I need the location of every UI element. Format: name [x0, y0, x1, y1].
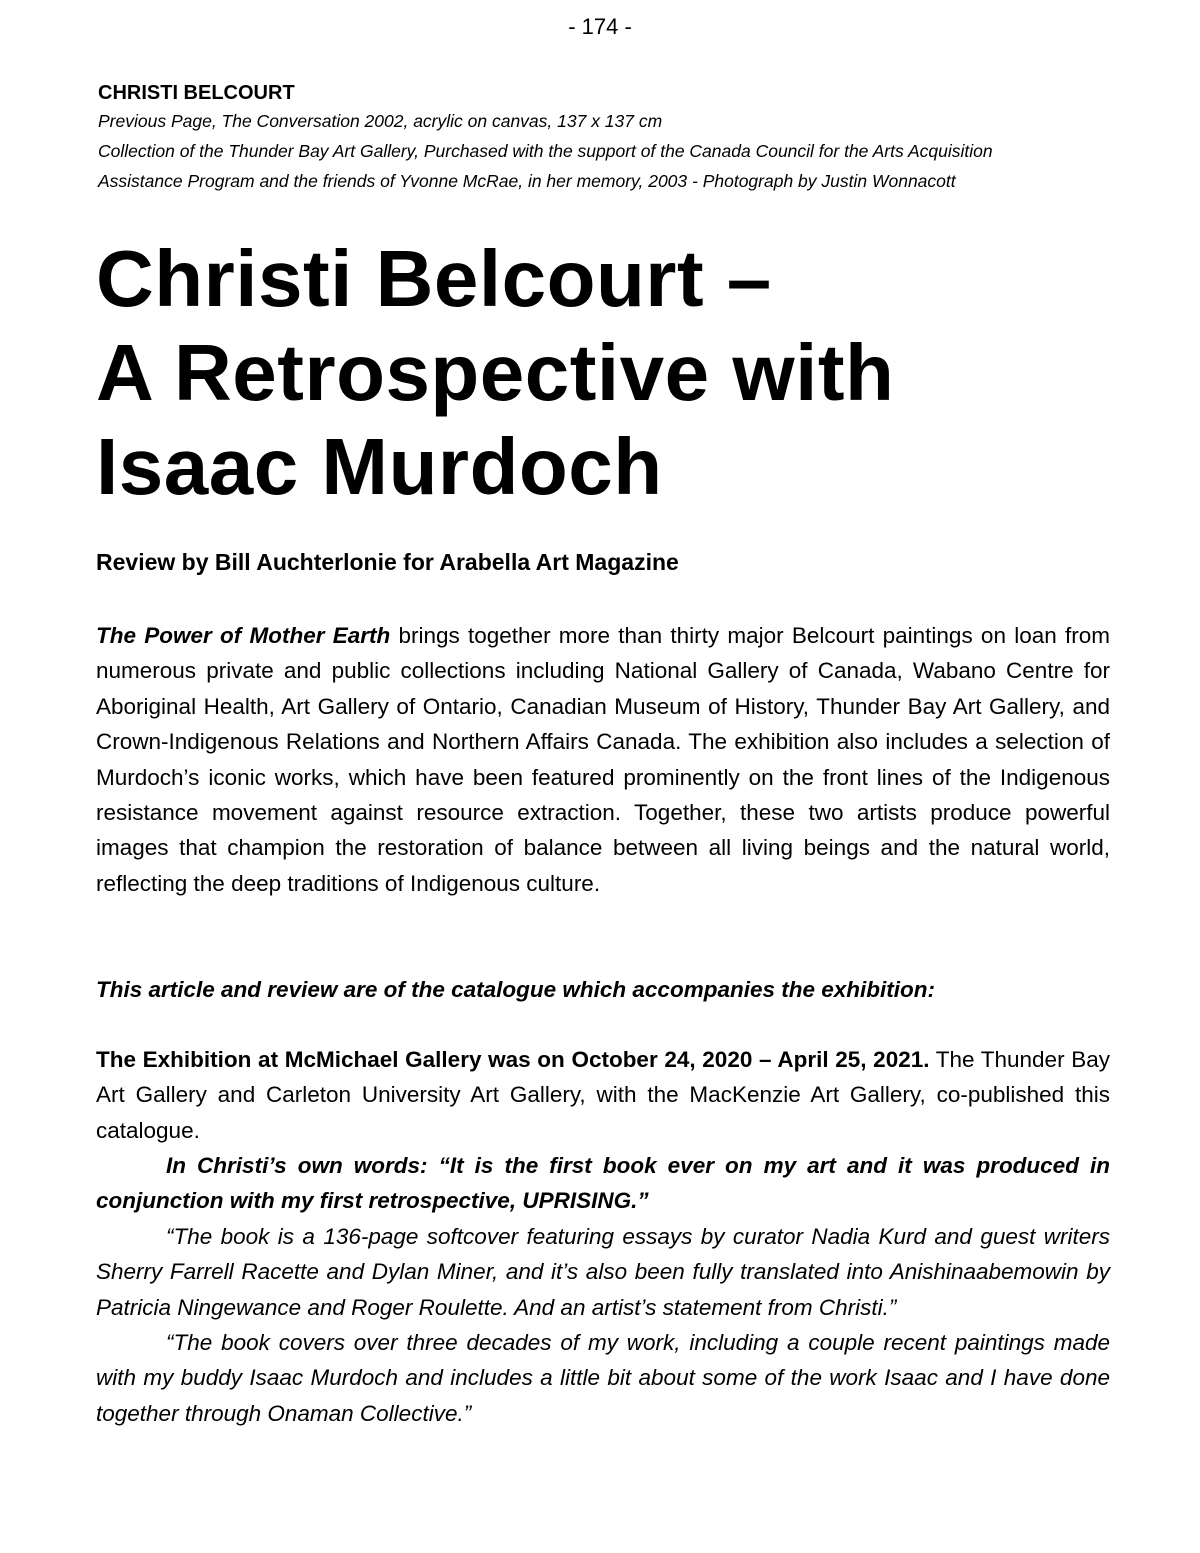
article-title-line-3: Isaac Murdoch — [96, 422, 663, 511]
intro-text: brings together more than thirty major Belcourt paintings on loan from numerous private and public collections including National Gallery of Canada, Wabano Centre for Aboriginal Health, Art Gallery of Ontario, Canadian Museum of History, Thunder Bay Art Gallery, and Crown-Indigenous Relations and Northern Affairs Canada. The exhibition also includes a selection of Murdoch’s iconic works, which have been featured prominently on the front lines of the Indigenous resistance movement against resource extraction. Together, these two artists produce powerful images that champion the restoration of balance between all living beings and the natural world, reflecting the deep traditions of Indigenous culture. — [96, 623, 1110, 896]
caption-artwork-details: Previous Page, The Conversation 2002, acrylic on canvas, 137 x 137 cm — [98, 111, 663, 131]
artist-quotes — [96, 1148, 1110, 1431]
quote-book-description: “The book is a 136-page softcover featuring essays by curator Nadia Kurd and guest writers Sherry Farrell Racette and Dylan Miner, and it’s also been fully translated into Anishinaabemowin by Patricia Ningewance and Roger Roulette. And an artist’s statement from Christi.” — [96, 1223, 1110, 1320]
caption-credit-line: Assistance Program and the friends of Yvonne McRae, in her memory, 2003 - Photograph by Justin Wonnacott — [98, 171, 956, 191]
caption-collection-line: Collection of the Thunder Bay Art Gallery, Purchased with the support of the Canada Council for the Arts Acquisition — [98, 141, 993, 161]
article-title-line-1: Christi Belcourt – — [96, 234, 772, 323]
article-byline: Review by Bill Auchterlonie for Arabella Art Magazine — [96, 549, 679, 575]
exhibition-dates: The Exhibition at McMichael Gallery was on October 24, 2020 – April 25, 2021. — [96, 1047, 930, 1072]
quote-book-coverage: “The book covers over three decades of my work, including a couple recent paintings made with my buddy Isaac Murdoch and includes a little bit about some of the work Isaac and I have done together through Onaman Collective.” — [96, 1330, 1110, 1426]
artwork-caption — [98, 80, 1108, 196]
article-title — [96, 232, 1136, 514]
article-title-line-2: A Retrospective with — [96, 328, 895, 417]
exhibition-paragraph — [96, 1042, 1110, 1148]
intro-exhibition-title: The Power of Mother Earth — [96, 623, 391, 648]
quote-own-words: In Christi’s own words: “It is the first book ever on my art and it was produced in conjunction with my first retrospective, UPRISING.” — [96, 1153, 1110, 1214]
exhibition-publishers: The Thunder Bay Art Gallery and Carleton University Art Gallery, with the MacKenzie Art Gallery, co-published this catalogue. — [96, 1047, 1110, 1143]
page-number: - 174 - — [568, 14, 632, 39]
catalogue-note: This article and review are of the catalogue which accompanies the exhibition: — [96, 977, 935, 1002]
intro-paragraph — [96, 618, 1110, 901]
caption-artist-name: CHRISTI BELCOURT — [98, 82, 295, 104]
